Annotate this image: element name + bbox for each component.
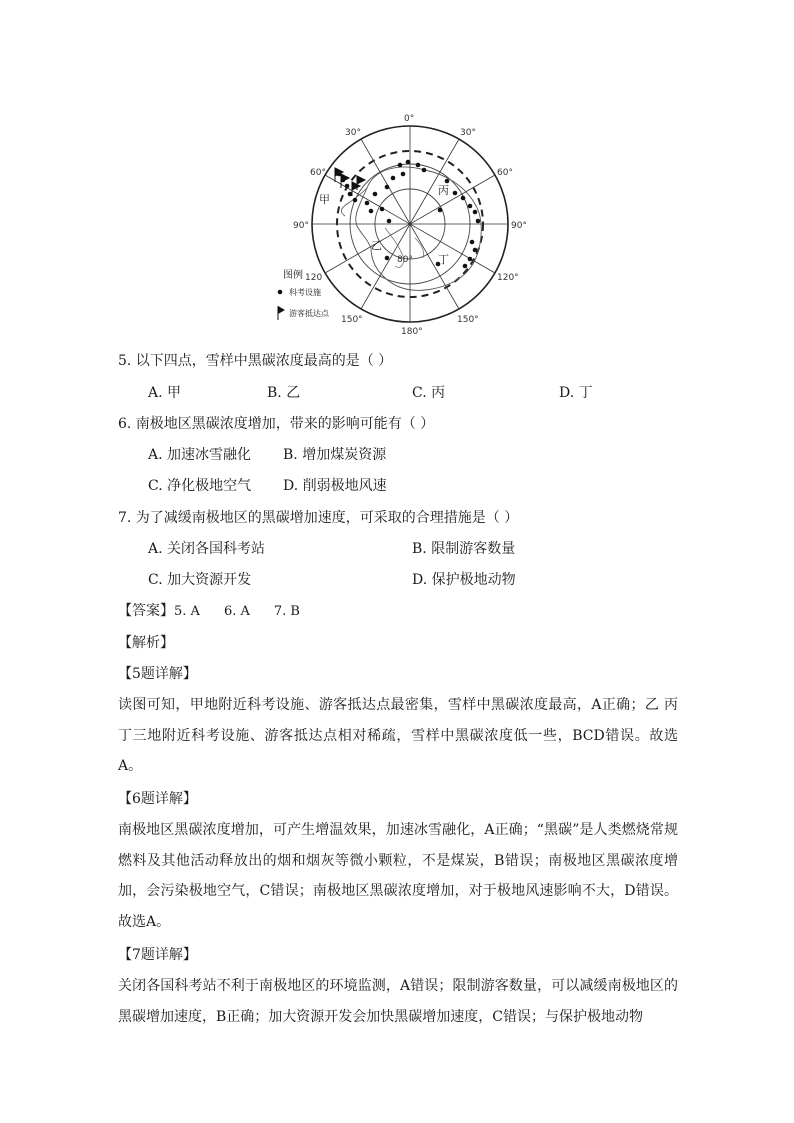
q5-option-d: D. 丁: [559, 385, 593, 401]
detail-6-heading: 【6题详解】: [118, 791, 197, 807]
q7-option-d: D. 保护极地动物: [412, 572, 516, 588]
lon-label: 90°: [293, 221, 309, 231]
lat-label: 80°: [397, 255, 413, 265]
detail-6-text: 南极地区黑碳浓度增加，可产生增温效果，加速冰雪融化，A正确；“黑碳”是人类燃烧常规燃料及其他活动释放出的烟和烟灰等微小颗粒，不是煤炭，B错误；南极地区黑碳浓度增加，会污染极地空气，C错误；南极地区黑碳浓度增加，对于极地风速影响不大，D错误。故选A。: [118, 822, 678, 930]
legend-facility: 科考设施: [289, 288, 321, 297]
detail-5-heading: 【5题详解】: [118, 666, 197, 682]
answer-5: 5. A: [174, 604, 200, 619]
lon-label: 120: [305, 273, 323, 283]
lon-label: 150°: [457, 315, 479, 325]
q6-option-a: A. 加速冰雪融化: [148, 447, 252, 463]
legend-title: 图例: [283, 270, 303, 281]
meridians: [312, 126, 508, 322]
question-7-stem: 7. 为了减缓南极地区的黑碳增加速度，可采取的合理措施是（ ）: [118, 510, 519, 526]
analysis-label: 【解析】: [118, 635, 174, 651]
q6-option-b: B. 增加煤炭资源: [283, 447, 387, 463]
lon-label: 180°: [401, 327, 423, 337]
lon-label: 60°: [497, 168, 513, 178]
polar-map-svg: [275, 108, 525, 340]
answer-6: 6. A: [223, 604, 250, 619]
q7-option-a: A. 关闭各国科考站: [148, 541, 266, 557]
question-5-stem: 5. 以下四点，雪样中黑碳浓度最高的是（ ）: [118, 353, 393, 369]
answer-7: 7. B: [273, 604, 300, 619]
detail-5-text: 读图可知，甲地附近科考设施、游客抵达点最密集，雪样中黑碳浓度最高，A正确；乙 丙丁三地附近科考设施、游客抵达点相对稀疏，雪样中黑碳浓度低一些，BCD错误。故选A。: [118, 697, 678, 774]
q5-option-a: A. 甲: [148, 385, 182, 401]
lon-label: 30°: [460, 128, 476, 138]
detail-7-text: 关闭各国科考站不利于南极地区的环境监测，A错误；限制游客数量，可以减缓南极地区的黑碳增加速度，B正确；加大资源开发会加快黑碳增加速度，C错误；与保护极地动物: [118, 978, 678, 1025]
legend-flag-icon: [278, 306, 285, 320]
q7-option-c: C. 加大资源开发: [148, 572, 252, 588]
q6-option-c: C. 净化极地空气: [148, 478, 252, 494]
answer-label: 【答案】: [118, 603, 174, 619]
lon-label: 60°: [310, 168, 326, 178]
lon-label: 150°: [341, 315, 363, 325]
q5-option-c: C. 丙: [412, 385, 446, 401]
lon-label: 120°: [497, 273, 519, 283]
antarctic-map: [275, 108, 525, 340]
q5-option-b: B. 乙: [267, 385, 301, 401]
answer-line: [118, 601, 300, 622]
point-yi-label: 乙: [371, 239, 382, 252]
legend-tourist: 游客抵达点: [289, 309, 329, 318]
lon-label: 90°: [511, 221, 527, 231]
point-ding-label: 丁: [438, 253, 449, 266]
point-jia-label: 甲: [319, 193, 330, 206]
legend-dot-icon: [278, 290, 283, 295]
q6-option-d: D. 削弱极地风速: [283, 478, 387, 494]
q7-option-b: B. 限制游客数量: [412, 541, 516, 557]
lon-label: 30°: [345, 128, 361, 138]
question-6-stem: 6. 南极地区黑碳浓度增加，带来的影响可能有（ ）: [118, 416, 435, 432]
point-bing-label: 丙: [438, 184, 449, 197]
lon-label: 0°: [404, 114, 415, 124]
detail-7-heading: 【7题详解】: [118, 947, 197, 963]
